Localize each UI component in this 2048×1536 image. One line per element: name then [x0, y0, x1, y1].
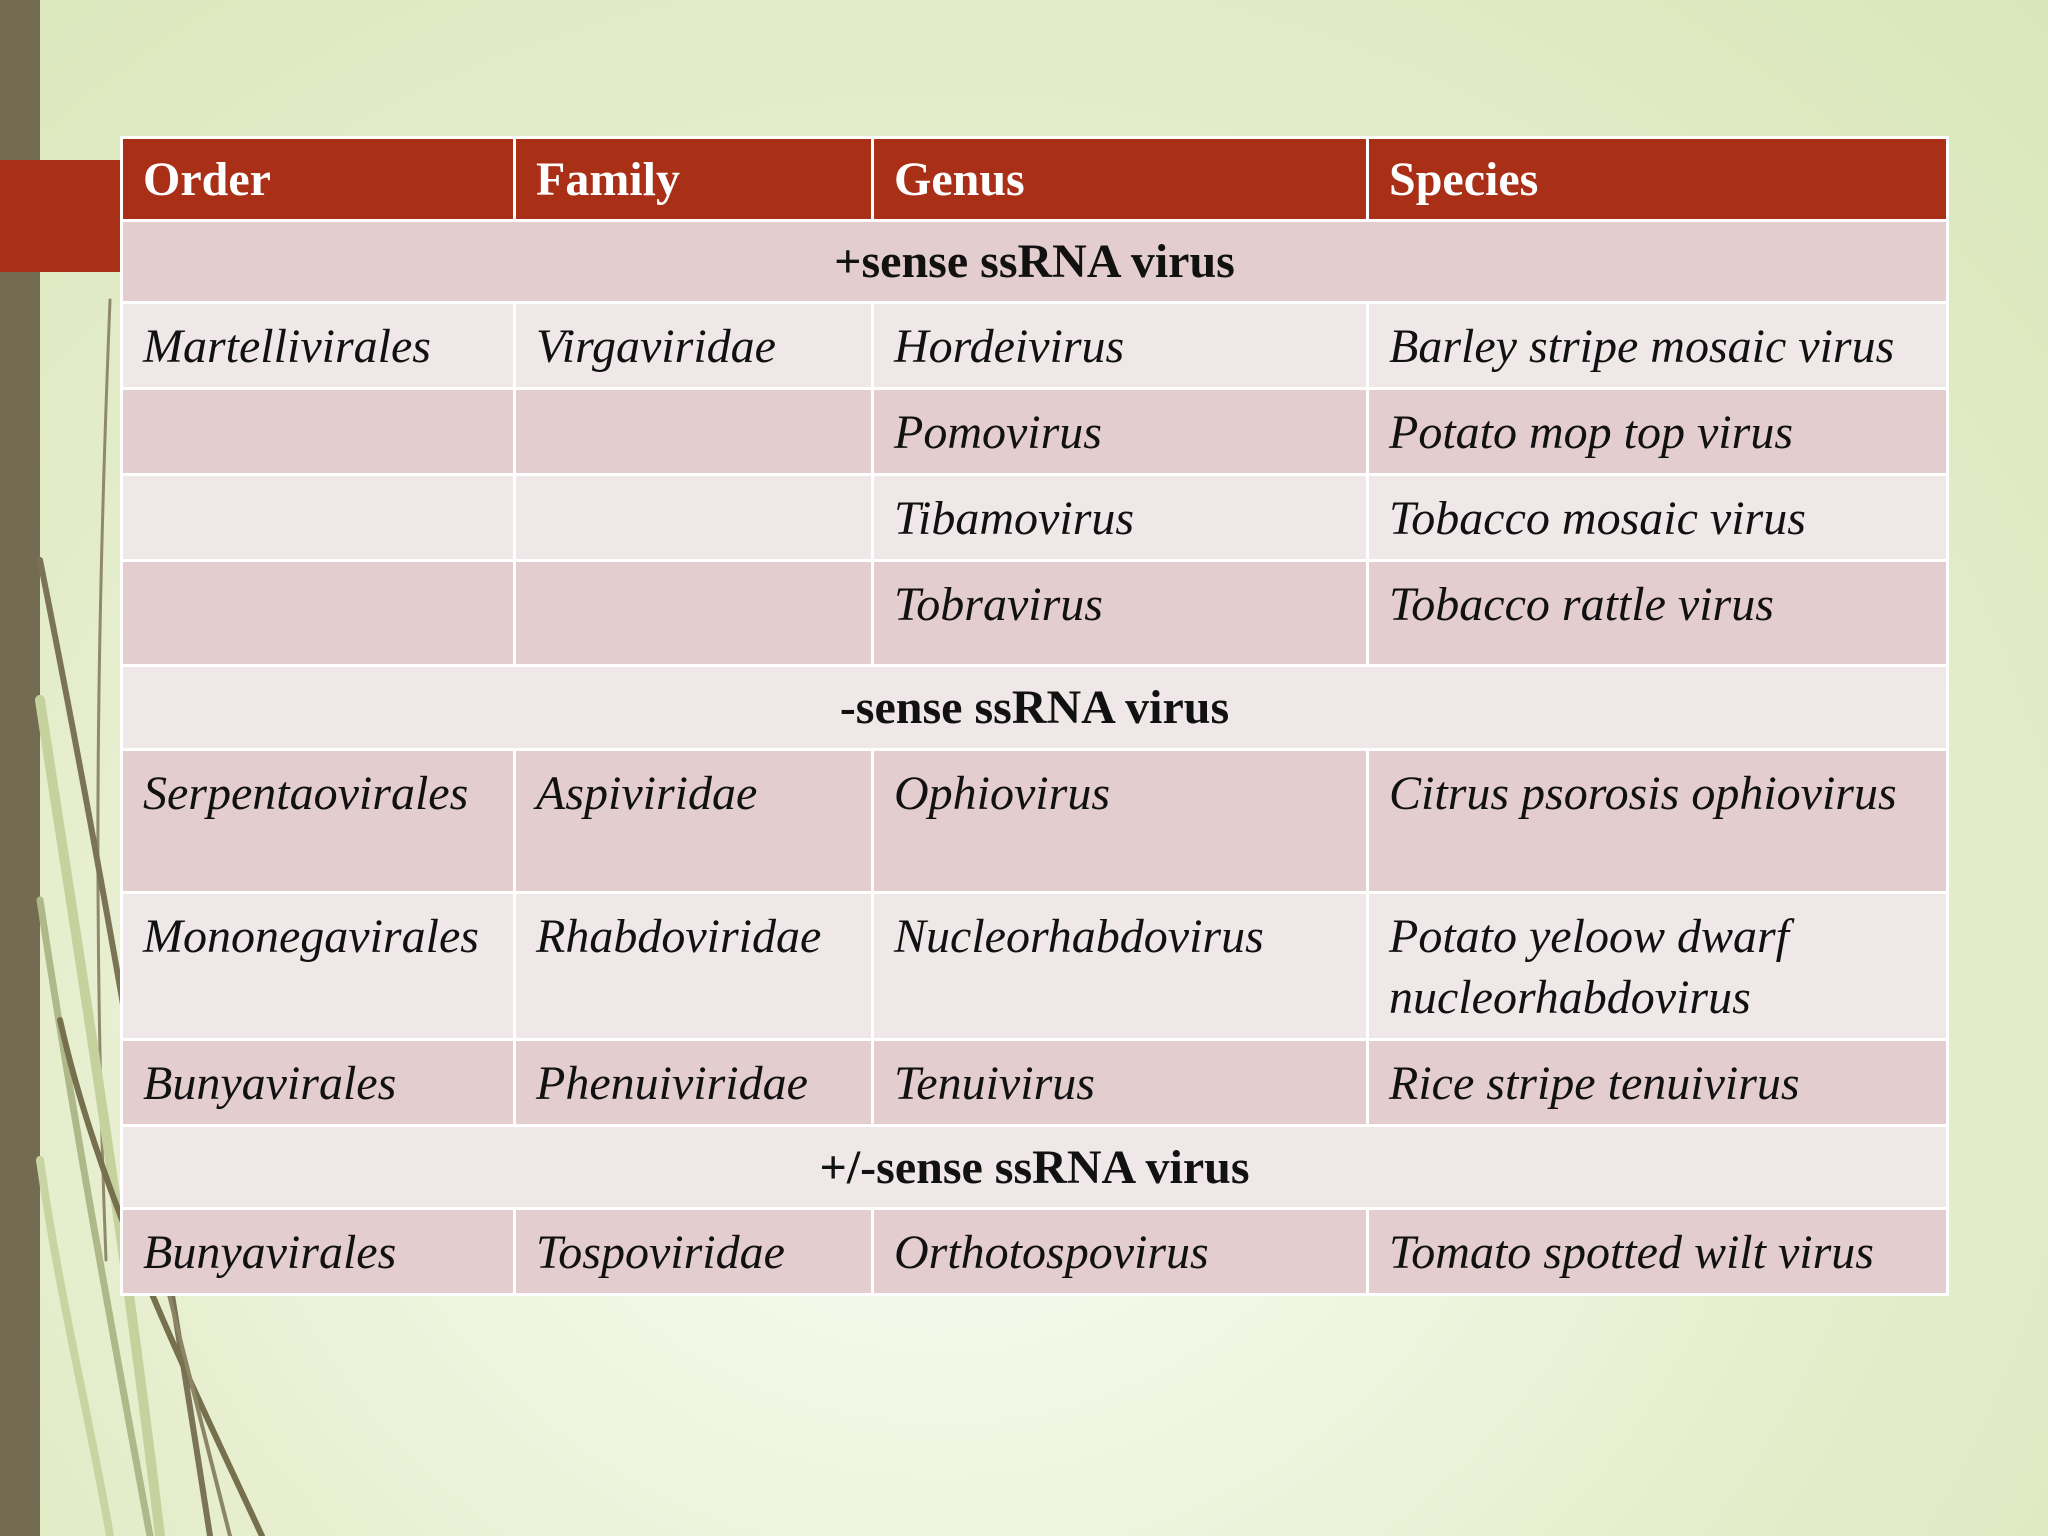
table-header-row: [122, 138, 1948, 221]
header-species: Species: [1368, 138, 1948, 221]
table-row: [122, 1209, 1948, 1295]
cell-genus: Nucleorhabdovirus: [873, 893, 1368, 1040]
cell-species: Citrus psorosis ophiovirus: [1368, 750, 1948, 893]
cell-genus: Tobravirus: [873, 561, 1368, 666]
cell-order: Serpentaovirales: [122, 750, 515, 893]
cell-species: Potato yeloow dwarf nucleorhabdovirus: [1368, 893, 1948, 1040]
cell-species: Tobacco mosaic virus: [1368, 475, 1948, 561]
section-row: [122, 666, 1948, 750]
table-row: [122, 303, 1948, 389]
cell-family: Aspiviridae: [515, 750, 873, 893]
cell-species: Tomato spotted wilt virus: [1368, 1209, 1948, 1295]
cell-genus: Pomovirus: [873, 389, 1368, 475]
table-row: [122, 750, 1948, 893]
cell-species: Potato mop top virus: [1368, 389, 1948, 475]
cell-family: [515, 389, 873, 475]
cell-order: [122, 475, 515, 561]
cell-species: Rice stripe tenuivirus: [1368, 1040, 1948, 1126]
cell-order: Martellivirales: [122, 303, 515, 389]
header-family: Family: [515, 138, 873, 221]
cell-species: Tobacco rattle virus: [1368, 561, 1948, 666]
section-label-plus-sense: +sense ssRNA virus: [122, 221, 1948, 303]
cell-order: Mononegavirales: [122, 893, 515, 1040]
cell-genus: Hordeivirus: [873, 303, 1368, 389]
cell-family: [515, 475, 873, 561]
cell-family: Phenuiviridae: [515, 1040, 873, 1126]
virus-classification-table: [120, 136, 1946, 1296]
red-accent-block: [0, 160, 120, 272]
table-row: [122, 893, 1948, 1040]
table-row: [122, 475, 1948, 561]
section-row: [122, 1126, 1948, 1209]
header-order: Order: [122, 138, 515, 221]
cell-order: [122, 561, 515, 666]
header-genus: Genus: [873, 138, 1368, 221]
table-row: [122, 561, 1948, 666]
cell-genus: Tibamovirus: [873, 475, 1368, 561]
cell-family: Rhabdoviridae: [515, 893, 873, 1040]
table-row: [122, 389, 1948, 475]
cell-genus: Orthotospovirus: [873, 1209, 1368, 1295]
cell-family: [515, 561, 873, 666]
cell-genus: Tenuivirus: [873, 1040, 1368, 1126]
table-row: [122, 1040, 1948, 1126]
section-row: [122, 221, 1948, 303]
section-label-ambisense: +/-sense ssRNA virus: [122, 1126, 1948, 1209]
cell-order: Bunyavirales: [122, 1040, 515, 1126]
section-label-minus-sense: -sense ssRNA virus: [122, 666, 1948, 750]
taxonomy-table: [120, 136, 1949, 1296]
cell-species: Barley stripe mosaic virus: [1368, 303, 1948, 389]
cell-order: [122, 389, 515, 475]
cell-order: Bunyavirales: [122, 1209, 515, 1295]
cell-genus: Ophiovirus: [873, 750, 1368, 893]
cell-family: Virgaviridae: [515, 303, 873, 389]
cell-family: Tospoviridae: [515, 1209, 873, 1295]
